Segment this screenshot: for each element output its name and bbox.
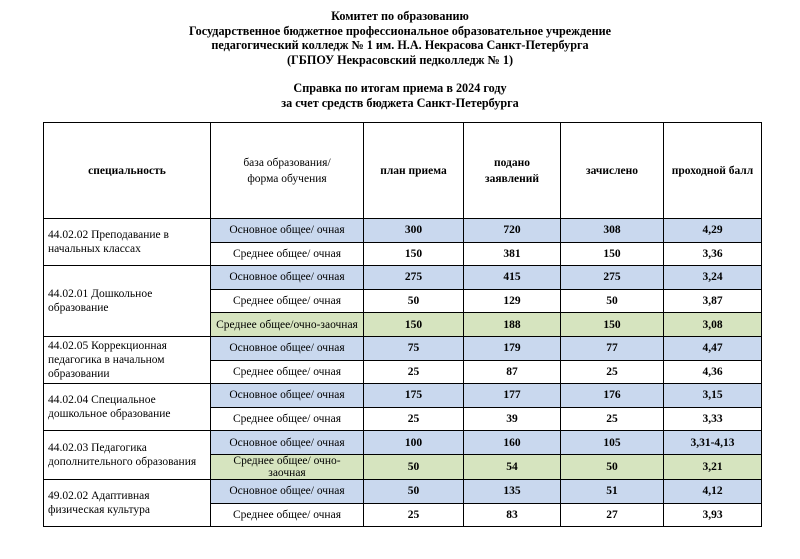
plan-cell: 150 [364,313,464,337]
header-enrolled: зачислено [561,123,664,219]
enrolled-cell: 51 [561,479,664,503]
education-base-cell: Основное общее/ очная [211,431,364,455]
plan-cell: 25 [364,360,464,384]
education-base-cell: Среднее общее/ очно-заочная [211,454,364,479]
plan-cell: 275 [364,266,464,290]
header-institution-type: Государственное бюджетное профессиональное образовательное учреждение [188,23,612,38]
specialty-cell: 44.02.02 Преподавание в начальных классах [44,219,211,266]
admission-table [43,122,762,527]
submitted-cell: 83 [464,503,561,527]
education-base-cell: Среднее общее/ очная [211,407,364,431]
header-college-name: педагогический колледж № 1 им. Н.А. Некрасова Санкт-Петербурга [211,38,589,53]
passing-score-cell: 3,36 [664,242,762,266]
table-row [44,336,762,360]
plan-cell: 150 [364,242,464,266]
passing-score-cell: 3,24 [664,266,762,290]
passing-score-cell: 4,47 [664,336,762,360]
table-body [44,219,762,527]
enrolled-cell: 50 [561,289,664,313]
table-row [44,431,762,455]
table-row [44,266,762,290]
table-header-row [44,123,762,219]
education-base-cell: Среднее общее/ очная [211,289,364,313]
enrolled-cell: 150 [561,313,664,337]
enrolled-cell: 308 [561,219,664,243]
header-specialty: специальность [44,123,211,219]
table-row [44,219,762,243]
education-base-cell: Среднее общее/ очная [211,503,364,527]
subtitle-budget-source: за счет средств бюджета Санкт-Петербурга [281,95,519,110]
submitted-cell: 179 [464,336,561,360]
plan-cell: 300 [364,219,464,243]
plan-cell: 50 [364,479,464,503]
enrolled-cell: 150 [561,242,664,266]
header-score: проходной балл [664,123,762,219]
submitted-cell: 720 [464,219,561,243]
enrolled-cell: 25 [561,360,664,384]
passing-score-cell: 3,93 [664,503,762,527]
education-base-cell: Основное общее/ очная [211,266,364,290]
passing-score-cell: 3,33 [664,407,762,431]
passing-score-cell: 3,31-4,13 [664,431,762,455]
education-base-cell: Среднее общее/очно-заочная [211,313,364,337]
enrolled-cell: 50 [561,454,664,479]
education-base-cell: Основное общее/ очная [211,219,364,243]
specialty-cell: 44.02.05 Коррекционная педагогика в начальном образовании [44,336,211,383]
header-base-line1: база образования/ [243,156,331,169]
enrolled-cell: 25 [561,407,664,431]
submitted-cell: 188 [464,313,561,337]
header-plan: план приема [364,123,464,219]
specialty-cell: 49.02.02 Адаптивная физическая культура [44,479,211,526]
plan-cell: 50 [364,454,464,479]
submitted-cell: 54 [464,454,561,479]
plan-cell: 175 [364,384,464,408]
submitted-cell: 160 [464,431,561,455]
table-row [44,384,762,408]
passing-score-cell: 4,36 [664,360,762,384]
enrolled-cell: 27 [561,503,664,527]
enrolled-cell: 275 [561,266,664,290]
submitted-cell: 381 [464,242,561,266]
specialty-cell: 44.02.01 Дошкольное образование [44,266,211,337]
education-base-cell: Основное общее/ очная [211,384,364,408]
enrolled-cell: 77 [561,336,664,360]
specialty-cell: 44.02.04 Специальное дошкольное образование [44,384,211,431]
education-base-cell: Среднее общее/ очная [211,242,364,266]
document-subtitle [0,81,800,110]
education-base-cell: Основное общее/ очная [211,336,364,360]
header-submitted [464,123,561,219]
header-college-short-name: (ГБПОУ Некрасовский педколледж № 1) [286,52,514,67]
passing-score-cell: 3,21 [664,454,762,479]
subtitle-report-title: Справка по итогам приема в 2024 году [293,81,507,95]
plan-cell: 50 [364,289,464,313]
table-row [44,479,762,503]
submitted-cell: 135 [464,479,561,503]
passing-score-cell: 3,15 [664,384,762,408]
enrolled-cell: 105 [561,431,664,455]
submitted-cell: 415 [464,266,561,290]
submitted-cell: 87 [464,360,561,384]
passing-score-cell: 4,29 [664,219,762,243]
enrolled-cell: 176 [561,384,664,408]
header-submitted-line2: заявлений [484,172,540,185]
submitted-cell: 39 [464,407,561,431]
plan-cell: 25 [364,503,464,527]
header-base-line2: форма обучения [247,172,327,185]
plan-cell: 25 [364,407,464,431]
education-base-cell: Основное общее/ очная [211,479,364,503]
plan-cell: 100 [364,431,464,455]
header-base [211,123,364,219]
submitted-cell: 177 [464,384,561,408]
education-base-cell: Среднее общее/ очная [211,360,364,384]
passing-score-cell: 4,12 [664,479,762,503]
header-committee: Комитет по образованию [331,9,469,23]
specialty-cell: 44.02.03 Педагогика дополнительного образования [44,431,211,480]
header-submitted-line1: подано [494,156,530,169]
passing-score-cell: 3,87 [664,289,762,313]
passing-score-cell: 3,08 [664,313,762,337]
plan-cell: 75 [364,336,464,360]
submitted-cell: 129 [464,289,561,313]
document-header [0,9,800,67]
